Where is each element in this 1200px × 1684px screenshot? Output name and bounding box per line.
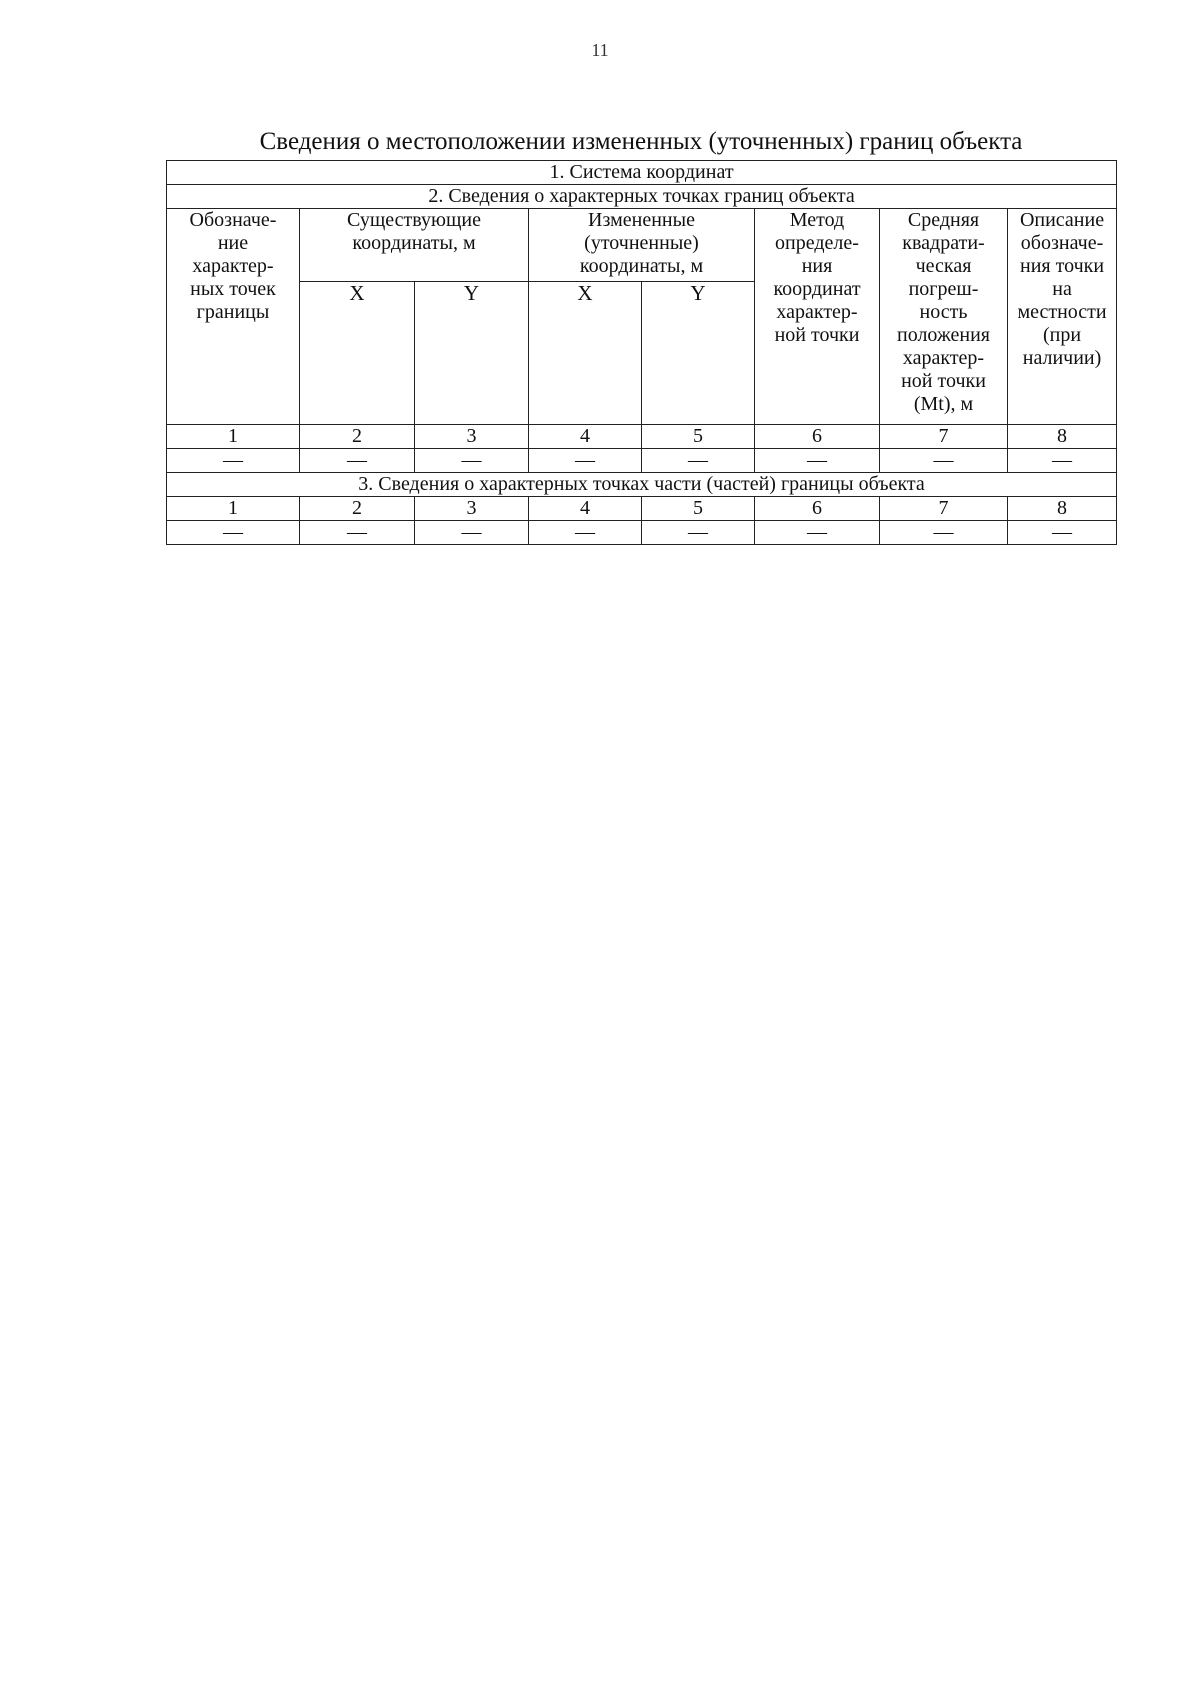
column-number: 7 [880,497,1008,521]
column-number: 8 [1008,425,1117,449]
header-existing-x: X [300,282,415,425]
column-number: 5 [642,425,755,449]
empty-cell: — [755,449,880,473]
section-boundary-points: 2. Сведения о характерных точках границ объекта [167,185,1117,209]
empty-cell: — [880,521,1008,545]
column-number: 6 [755,497,880,521]
empty-cell: — [300,521,415,545]
column-number: 7 [880,425,1008,449]
document-title: Сведения о местоположении измененных (уточненных) границ объекта [259,128,1023,155]
empty-cell: — [415,449,529,473]
empty-cell: — [167,521,300,545]
table-row [167,521,1117,545]
column-number: 1 [167,425,300,449]
empty-cell: — [1008,521,1117,545]
header-description: Описание обозначе- ния точки на местности (при наличии) [1008,209,1117,425]
column-number: 5 [642,497,755,521]
column-number: 3 [415,425,529,449]
boundary-points-table [166,160,1117,545]
empty-cell: — [415,521,529,545]
empty-cell: — [642,449,755,473]
header-changed-x: X [529,282,642,425]
column-numbers-row [167,425,1117,449]
empty-cell: — [529,521,642,545]
section-coordinate-system: 1. Система координат [167,161,1117,185]
empty-cell: — [642,521,755,545]
column-number: 1 [167,497,300,521]
empty-cell: — [755,521,880,545]
section-part-boundary-points: 3. Сведения о характерных точках части (частей) границы объекта [167,473,1117,497]
empty-cell: — [529,449,642,473]
empty-cell: — [1008,449,1117,473]
header-existing-y: Y [415,282,529,425]
column-number: 4 [529,497,642,521]
page-number: 11 [591,40,609,60]
column-number: 4 [529,425,642,449]
empty-cell: — [300,449,415,473]
header-changed-coordinates: Измененные (уточненные) координаты, м [529,209,755,282]
header-method: Метод определе- ния координат характер- ной точки [755,209,880,425]
column-number: 2 [300,425,415,449]
header-changed-y: Y [642,282,755,425]
table-row [167,449,1117,473]
column-number: 3 [415,497,529,521]
empty-cell: — [167,449,300,473]
column-number: 8 [1008,497,1117,521]
header-point-designation: Обозначе- ние характер- ных точек границы [167,209,300,425]
column-number: 6 [755,425,880,449]
column-numbers-row [167,497,1117,521]
header-existing-coordinates: Существующие координаты, м [300,209,529,282]
empty-cell: — [880,449,1008,473]
column-number: 2 [300,497,415,521]
header-mean-error: Средняя квадрати- ческая погреш- ность положения характер- ной точки (Mt), м [880,209,1008,425]
